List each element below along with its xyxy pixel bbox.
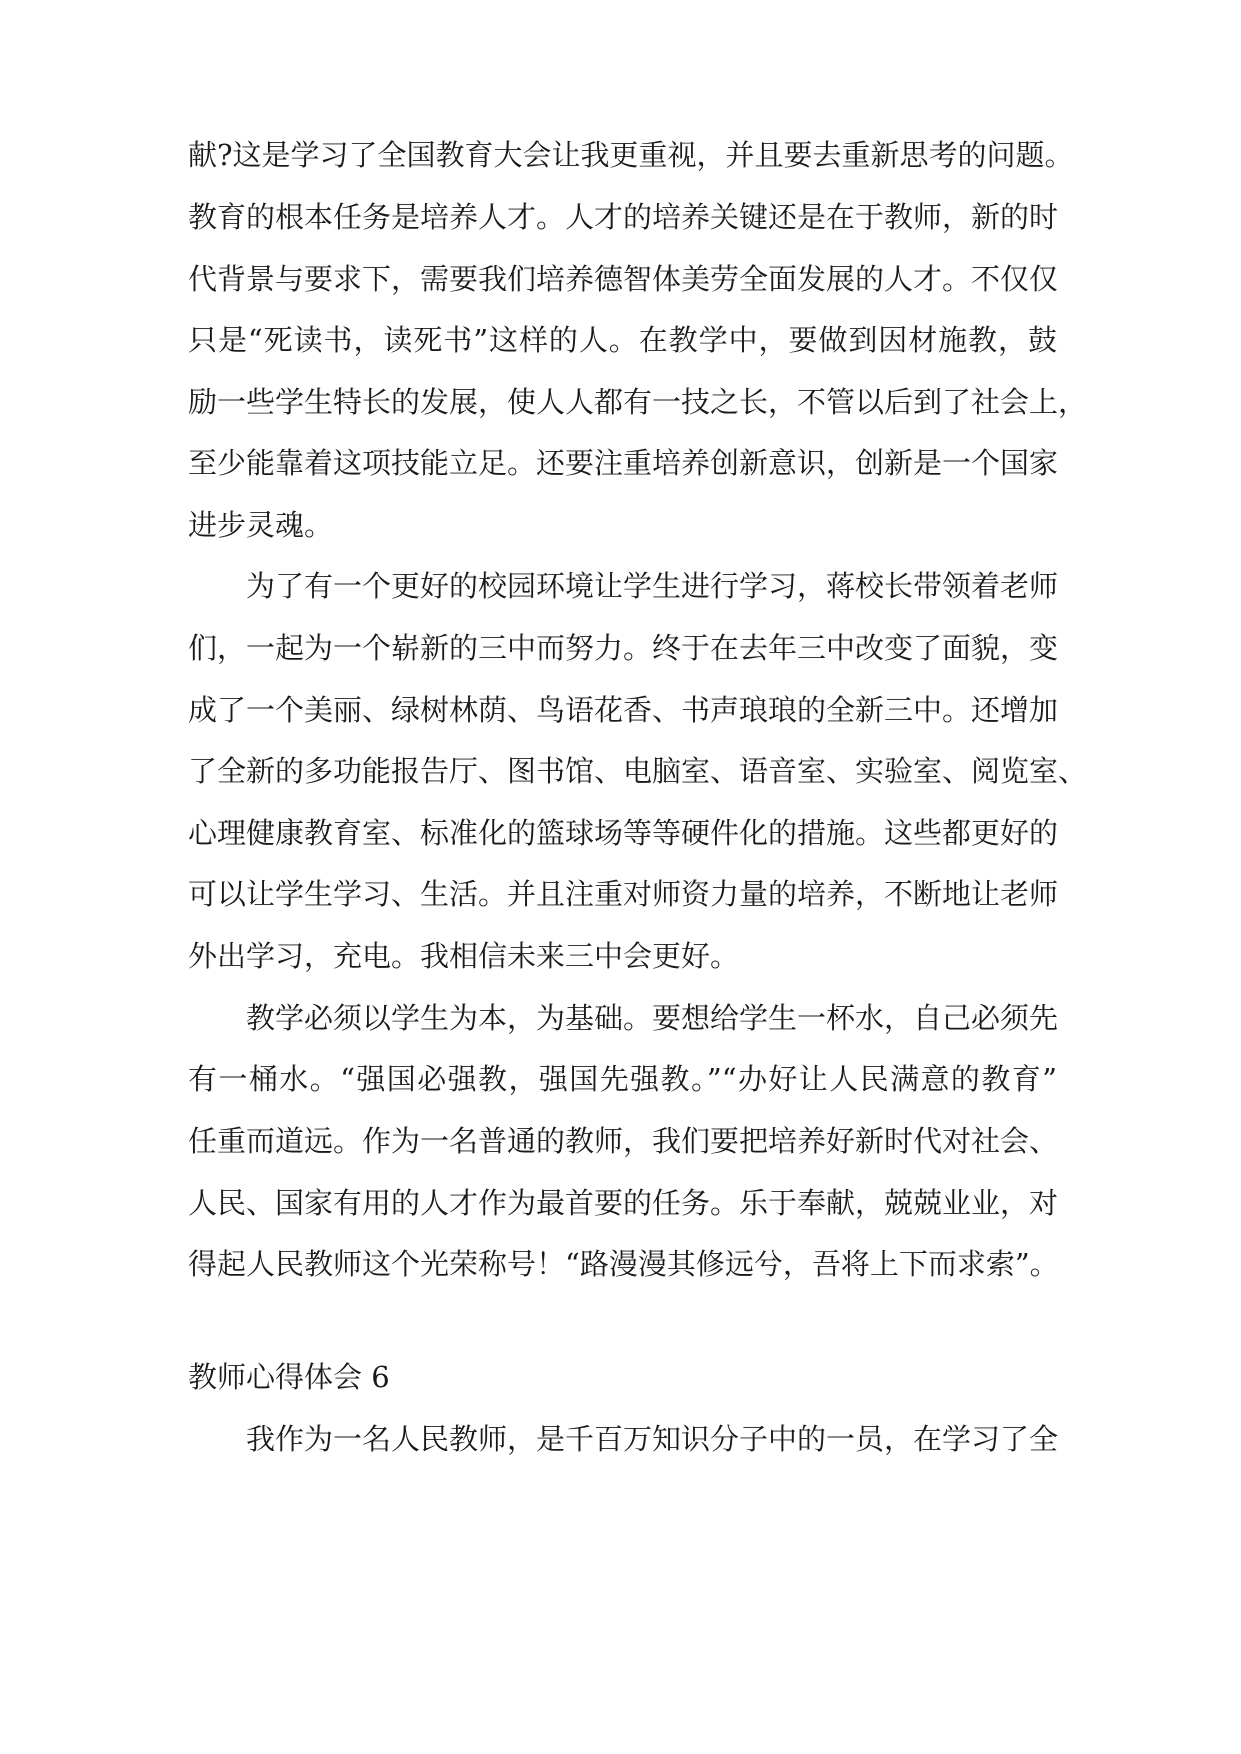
- paragraph-2-line-1: 为了有一个更好的校园环境让学生进行学习，蒋校长带领着老师: [246, 569, 1059, 603]
- paragraph-1-line-7: 进步灵魂。: [188, 508, 334, 542]
- paragraph-1-line-3: 代背景与要求下，需要我们培养德智体美劳全面发展的人才。不仅仅: [188, 262, 1059, 296]
- paragraph-3-line-4: 人民、国家有用的人才作为最首要的任务。乐于奉献，兢兢业业，对: [188, 1186, 1059, 1220]
- paragraph-1-line-6: 至少能靠着这项技能立足。还要注重培养创新意识，创新是一个国家: [188, 446, 1059, 480]
- paragraph-3-line-3: 任重而道远。作为一名普通的教师，我们要把培养好新时代对社会、: [188, 1124, 1059, 1158]
- paragraph-3-line-1: 教学必须以学生为本，为基础。要想给学生一杯水，自己必须先: [246, 1001, 1059, 1035]
- paragraph-3-line-2: 有一桶水。“强国必强教，强国先强教。”“办好让人民满意的教育”: [188, 1062, 1057, 1096]
- paragraph-2-line-3: 成了一个美丽、绿树林荫、鸟语花香、书声琅琅的全新三中。还增加: [188, 693, 1059, 727]
- paragraph-2-line-5: 心理健康教育室、标准化的篮球场等等硬件化的措施。这些都更好的: [188, 816, 1059, 850]
- paragraph-2-line-6: 可以让学生学习、生活。并且注重对师资力量的培养，不断地让老师: [188, 877, 1059, 911]
- paragraph-1-line-5: 励一些学生特长的发展，使人人都有一技之长，不管以后到了社会上，: [188, 385, 1088, 419]
- paragraph-3-line-5: 得起人民教师这个光荣称号！“路漫漫其修远兮，吾将上下而求索”。: [188, 1247, 1059, 1281]
- paragraph-1-line-2: 教育的根本任务是培养人才。人才的培养关键还是在于教师，新的时: [188, 200, 1059, 234]
- paragraph-1-line-1: 献?这是学习了全国教育大会让我更重视，并且要去重新思考的问题。: [188, 138, 1074, 172]
- paragraph-2-line-2: 们，一起为一个崭新的三中而努力。终于在去年三中改变了面貌，变: [188, 631, 1059, 665]
- paragraph-4-line-1: 我作为一名人民教师，是千百万知识分子中的一员，在学习了全: [246, 1422, 1059, 1456]
- paragraph-2-line-7: 外出学习，充电。我相信未来三中会更好。: [188, 939, 740, 973]
- paragraph-2-line-4: 了全新的多功能报告厅、图书馆、电脑室、语音室、实验室、阅览室、: [188, 754, 1088, 788]
- section-heading: 教师心得体会 6: [188, 1360, 390, 1394]
- paragraph-1-line-4: 只是“死读书，读死书”这样的人。在教学中，要做到因材施教，鼓: [188, 323, 1057, 357]
